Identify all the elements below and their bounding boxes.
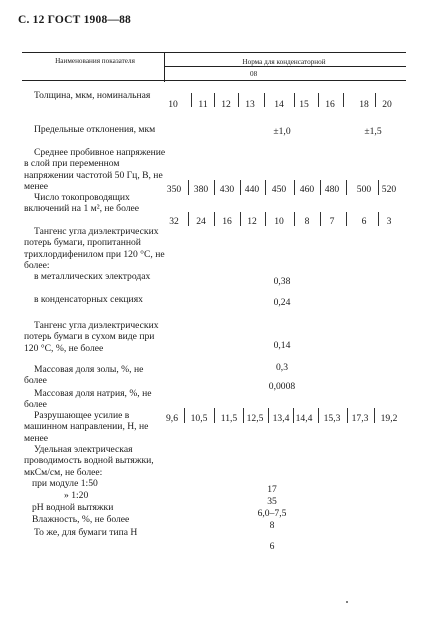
value-separator	[343, 93, 344, 107]
thickness-value: 13	[245, 99, 255, 110]
breakdown-value: 350	[166, 184, 182, 195]
breakdown-value: 480	[324, 184, 340, 195]
breakdown-value: 450	[271, 184, 287, 195]
tensile-value: 11,5	[220, 413, 238, 424]
value-separator	[346, 180, 347, 195]
thickness-value: 18	[359, 99, 369, 110]
value-separator	[214, 180, 215, 195]
value-separator	[268, 408, 269, 423]
ph-value: 6,0–7,5	[257, 508, 287, 519]
modulus-150-value: 17	[267, 484, 277, 495]
label-ph: pH водной вытяжки	[32, 502, 114, 513]
tangent-dry-value: 0,14	[273, 340, 291, 351]
conductive-value: 12	[247, 216, 257, 227]
value-separator	[318, 408, 319, 423]
value-separator	[264, 93, 265, 107]
page-header: С. 12 ГОСТ 1908—88	[18, 14, 131, 26]
thickness-value: 14	[274, 99, 284, 110]
breakdown-value: 460	[299, 184, 315, 195]
modulus-120-value: 35	[267, 496, 277, 507]
label-deviation: Предельные отклонения, мкм	[34, 124, 156, 135]
deviation-value-a: ±1,0	[273, 126, 291, 137]
conductive-value: 16	[222, 216, 232, 227]
value-separator	[265, 212, 266, 226]
sodium-value: 0,0008	[268, 381, 296, 392]
value-separator	[214, 93, 215, 107]
thickness-value: 12	[221, 99, 231, 110]
metal-electrodes-value: 0,38	[273, 276, 291, 287]
value-separator	[320, 212, 321, 226]
tensile-value: 9,6	[166, 413, 178, 424]
conductive-value: 24	[196, 216, 206, 227]
scan-speck	[346, 601, 348, 603]
value-separator	[240, 212, 241, 226]
table-top-rule	[22, 52, 406, 53]
label-modulus-120: » 1:20	[64, 490, 89, 501]
label-ash: Массовая доля золы, %, не более	[24, 364, 144, 387]
value-separator	[320, 180, 321, 195]
value-separator	[347, 408, 348, 423]
label-sodium: Массовая доля натрия, %, не более	[24, 388, 152, 411]
tensile-value: 10,5	[190, 413, 208, 424]
value-separator	[378, 180, 379, 195]
capacitor-sections-value: 0,24	[273, 297, 291, 308]
tensile-value: 15,3	[323, 413, 341, 424]
value-separator	[318, 93, 319, 107]
label-humidity: Влажность, %, не более	[32, 514, 130, 525]
label-tangent-trichlor: Тангенс угла диэлектрических потерь бумаги, пропитанной трихлордифенилом при 120 °С, не более:	[24, 226, 165, 271]
conductive-value: 10	[274, 216, 284, 227]
tensile-value: 19,2	[380, 413, 398, 424]
value-separator	[214, 212, 215, 226]
humidity-value: 8	[269, 520, 275, 531]
label-conductive: Число токопроводящих включений на 1 м², не более	[24, 192, 140, 215]
header-left: Наименования показателя	[55, 57, 135, 65]
thickness-value: 11	[198, 99, 208, 110]
value-separator	[238, 93, 239, 107]
breakdown-value: 380	[193, 184, 209, 195]
conductive-value: 6	[361, 216, 367, 227]
conductive-value: 7	[329, 216, 335, 227]
tensile-value: 17,3	[351, 413, 369, 424]
label-capacitor-sections: в конденсаторных секциях	[34, 294, 143, 305]
breakdown-value: 500	[356, 184, 372, 195]
value-separator	[294, 93, 295, 107]
header-divider	[164, 66, 406, 67]
value-separator	[191, 93, 192, 107]
thickness-value: 10	[168, 99, 178, 110]
value-separator	[240, 180, 241, 195]
value-separator	[188, 212, 189, 226]
thickness-value: 20	[382, 99, 392, 110]
deviation-value-b: ±1,5	[364, 126, 382, 137]
value-separator	[243, 408, 244, 423]
conductive-value: 3	[386, 216, 392, 227]
thickness-value: 16	[325, 99, 335, 110]
label-modulus-150: при модуле 1:50	[32, 478, 98, 489]
tensile-value: 14,4	[295, 413, 313, 424]
label-tensile: Разрушающее усилие в машинном направлении, Н, не менее	[24, 410, 149, 444]
tensile-value: 13,4	[272, 413, 290, 424]
value-separator	[184, 408, 185, 423]
value-separator	[214, 408, 215, 423]
label-breakdown: Среднее пробивное напряжение в слой при переменном напряжении частотой 50 Гц, В, не менее	[24, 147, 166, 192]
label-same-h: То же, для бумаги типа Н	[34, 527, 138, 538]
header-right: Норма для конденсаторной	[242, 58, 326, 66]
breakdown-value: 430	[219, 184, 235, 195]
value-separator	[293, 408, 294, 423]
conductive-value: 8	[304, 216, 310, 227]
breakdown-value: 520	[381, 184, 397, 195]
ash-value: 0,3	[276, 362, 288, 373]
tensile-value: 12,5	[246, 413, 264, 424]
same-h-value: 6	[269, 541, 275, 552]
label-thickness: Толщина, мкм, номинальная	[34, 90, 151, 101]
value-separator	[374, 408, 375, 423]
thickness-value: 15	[299, 99, 309, 110]
value-separator	[265, 180, 266, 195]
header-bottom-rule	[22, 80, 406, 81]
label-tangent-dry: Тангенс угла диэлектрических потерь бумаги в сухом виде при 120 °С, %, не более	[24, 320, 159, 354]
value-separator	[375, 93, 376, 107]
breakdown-value: 440	[244, 184, 260, 195]
header-subcolumn: 08	[250, 70, 258, 78]
label-metal-electrodes: в металлических электродах	[34, 271, 151, 282]
column-divider	[164, 52, 165, 82]
value-separator	[378, 212, 379, 226]
value-separator	[294, 180, 295, 195]
label-conductivity: Удельная электрическая проводимость водной вытяжки, мкСм/см, не более:	[24, 444, 154, 478]
conductive-value: 32	[169, 216, 179, 227]
value-separator	[294, 212, 295, 226]
value-separator	[188, 180, 189, 195]
value-separator	[346, 212, 347, 226]
